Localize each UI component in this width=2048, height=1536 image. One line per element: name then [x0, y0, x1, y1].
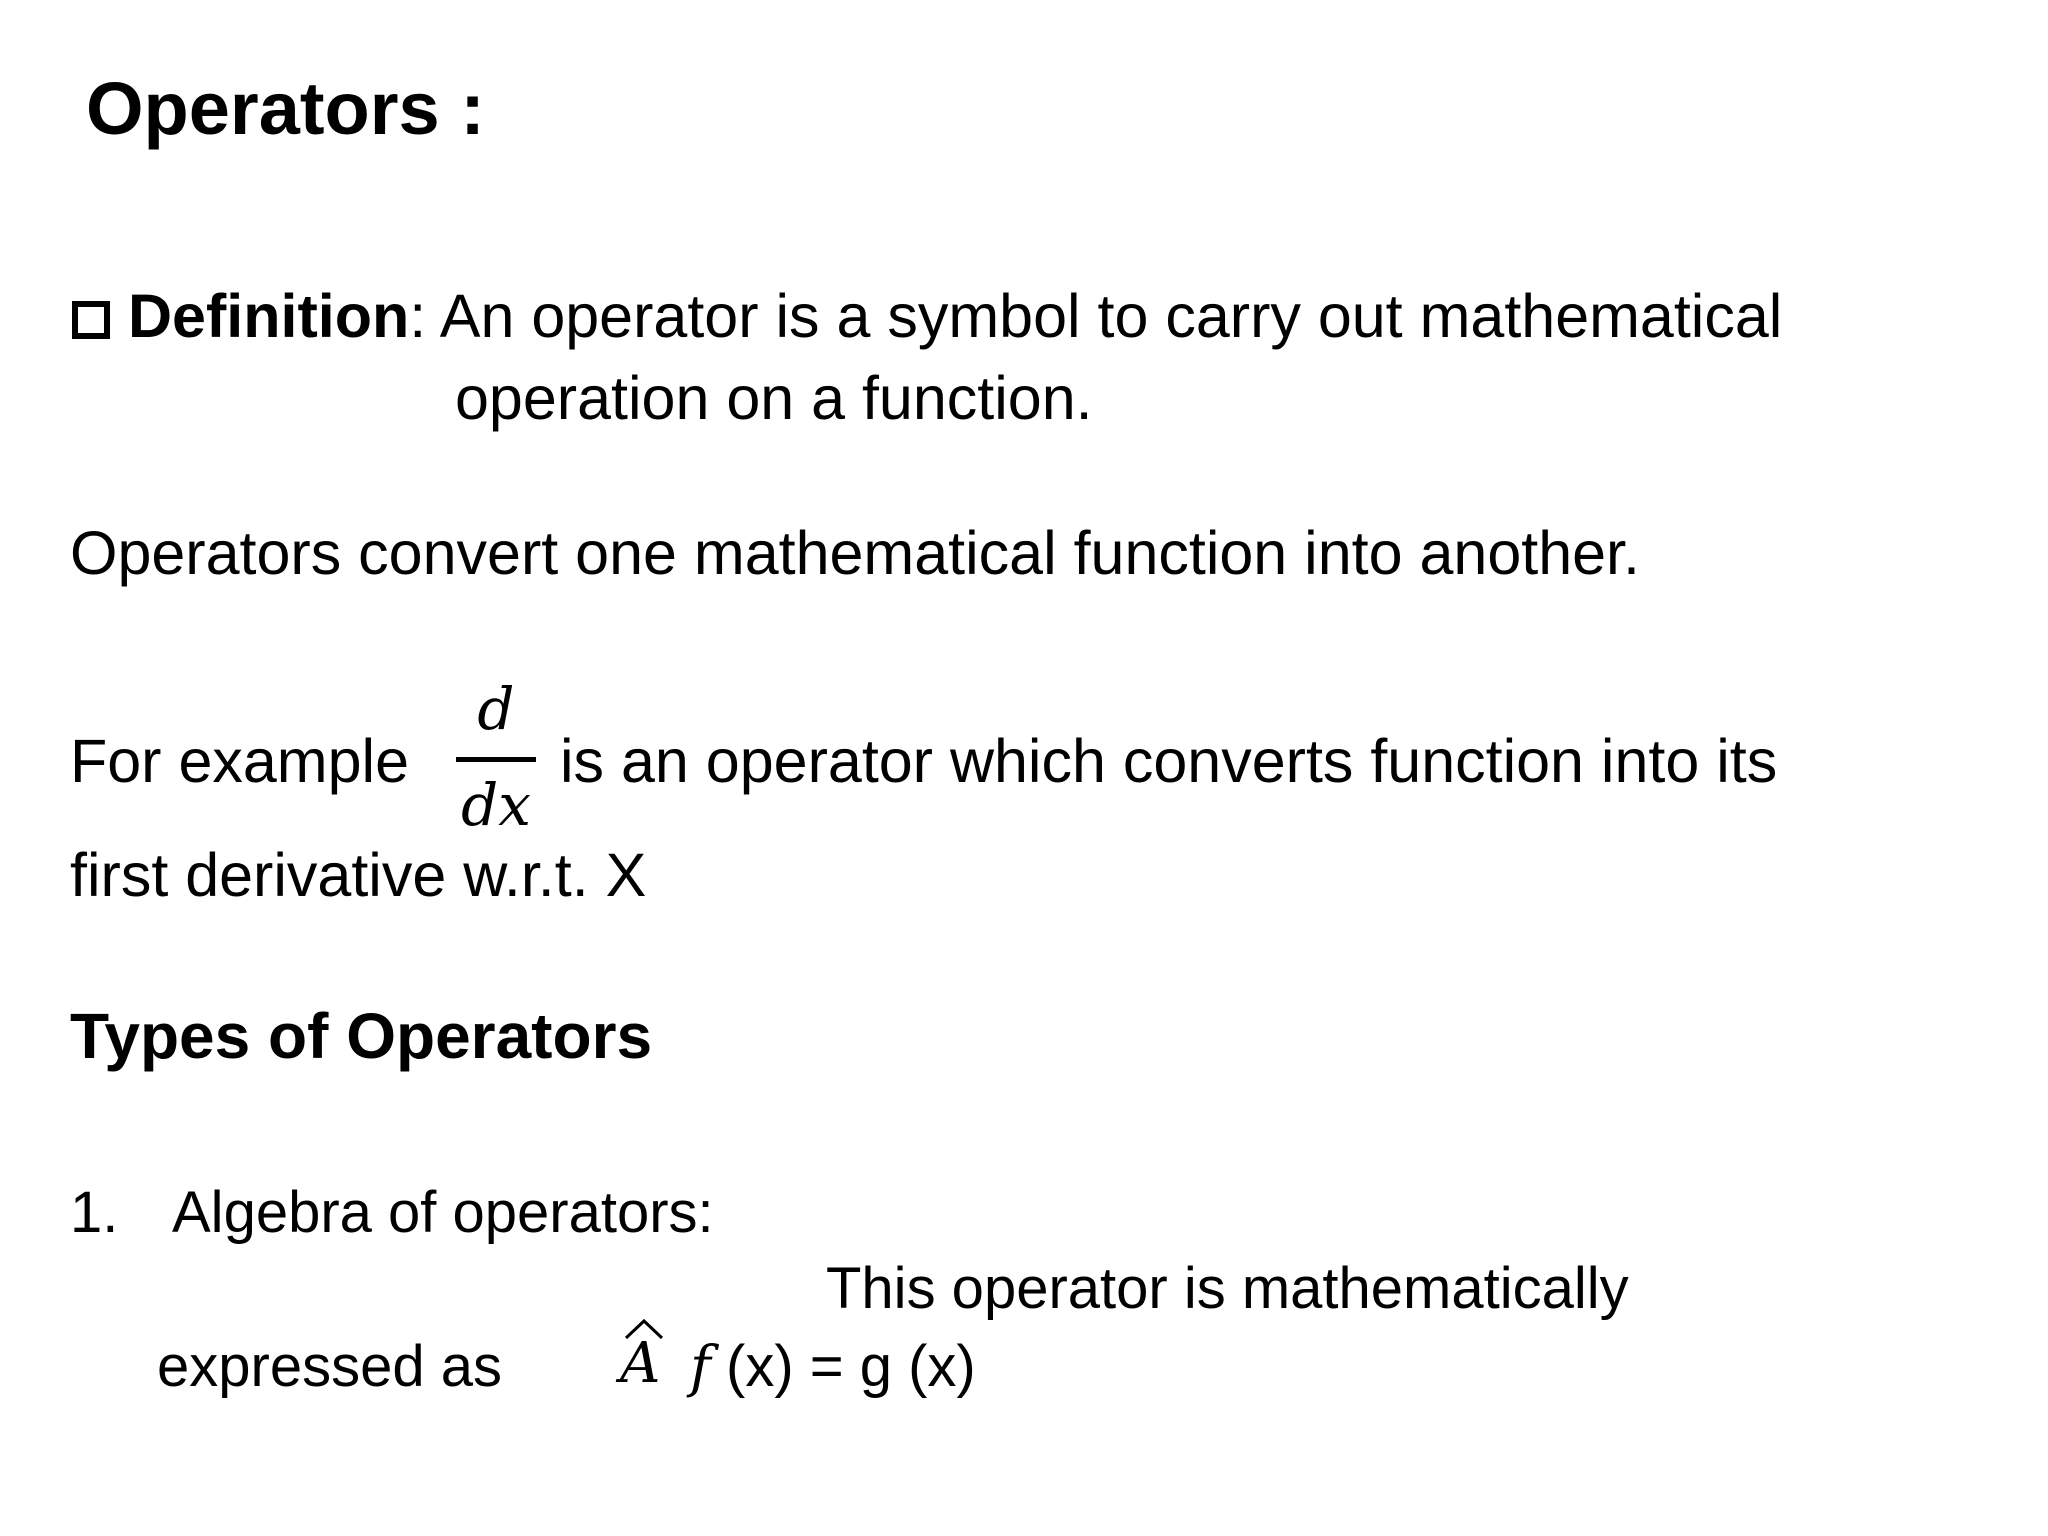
list-item-description: This operator is mathematically: [826, 1256, 1629, 1321]
page-title: Operators :: [86, 67, 485, 150]
definition-text: An operator is a symbol to carry out mathematical: [426, 282, 1783, 350]
example-suffix: is an operator which converts function into its: [560, 727, 1778, 795]
list-item-label: Algebra of operators:: [172, 1180, 714, 1245]
list-item-number: 1.: [70, 1180, 119, 1245]
operator-letter: A: [620, 1331, 661, 1396]
expression-rest: (x) = g (x): [726, 1334, 976, 1399]
definition-colon: :: [409, 282, 427, 350]
definition-line-1: [72, 282, 1783, 350]
derivative-fraction: [452, 675, 540, 840]
example-line-2: first derivative w.r.t. X: [70, 841, 647, 909]
function-symbol: f: [690, 1335, 711, 1400]
types-heading: Types of Operators: [70, 1000, 653, 1072]
operator-hat-symbol: [620, 1318, 670, 1408]
fraction-denominator: dx: [461, 771, 531, 839]
convert-statement: Operators convert one mathematical function into another.: [70, 519, 1640, 587]
checkbox-bullet-icon: [72, 301, 110, 339]
example-prefix: For example: [70, 727, 410, 795]
definition-line-2: operation on a function.: [455, 364, 1093, 432]
fraction-numerator: d: [477, 675, 515, 743]
expression-prefix: expressed as: [157, 1334, 502, 1399]
fraction-bar: [456, 757, 536, 762]
definition-label: Definition: [128, 282, 410, 350]
